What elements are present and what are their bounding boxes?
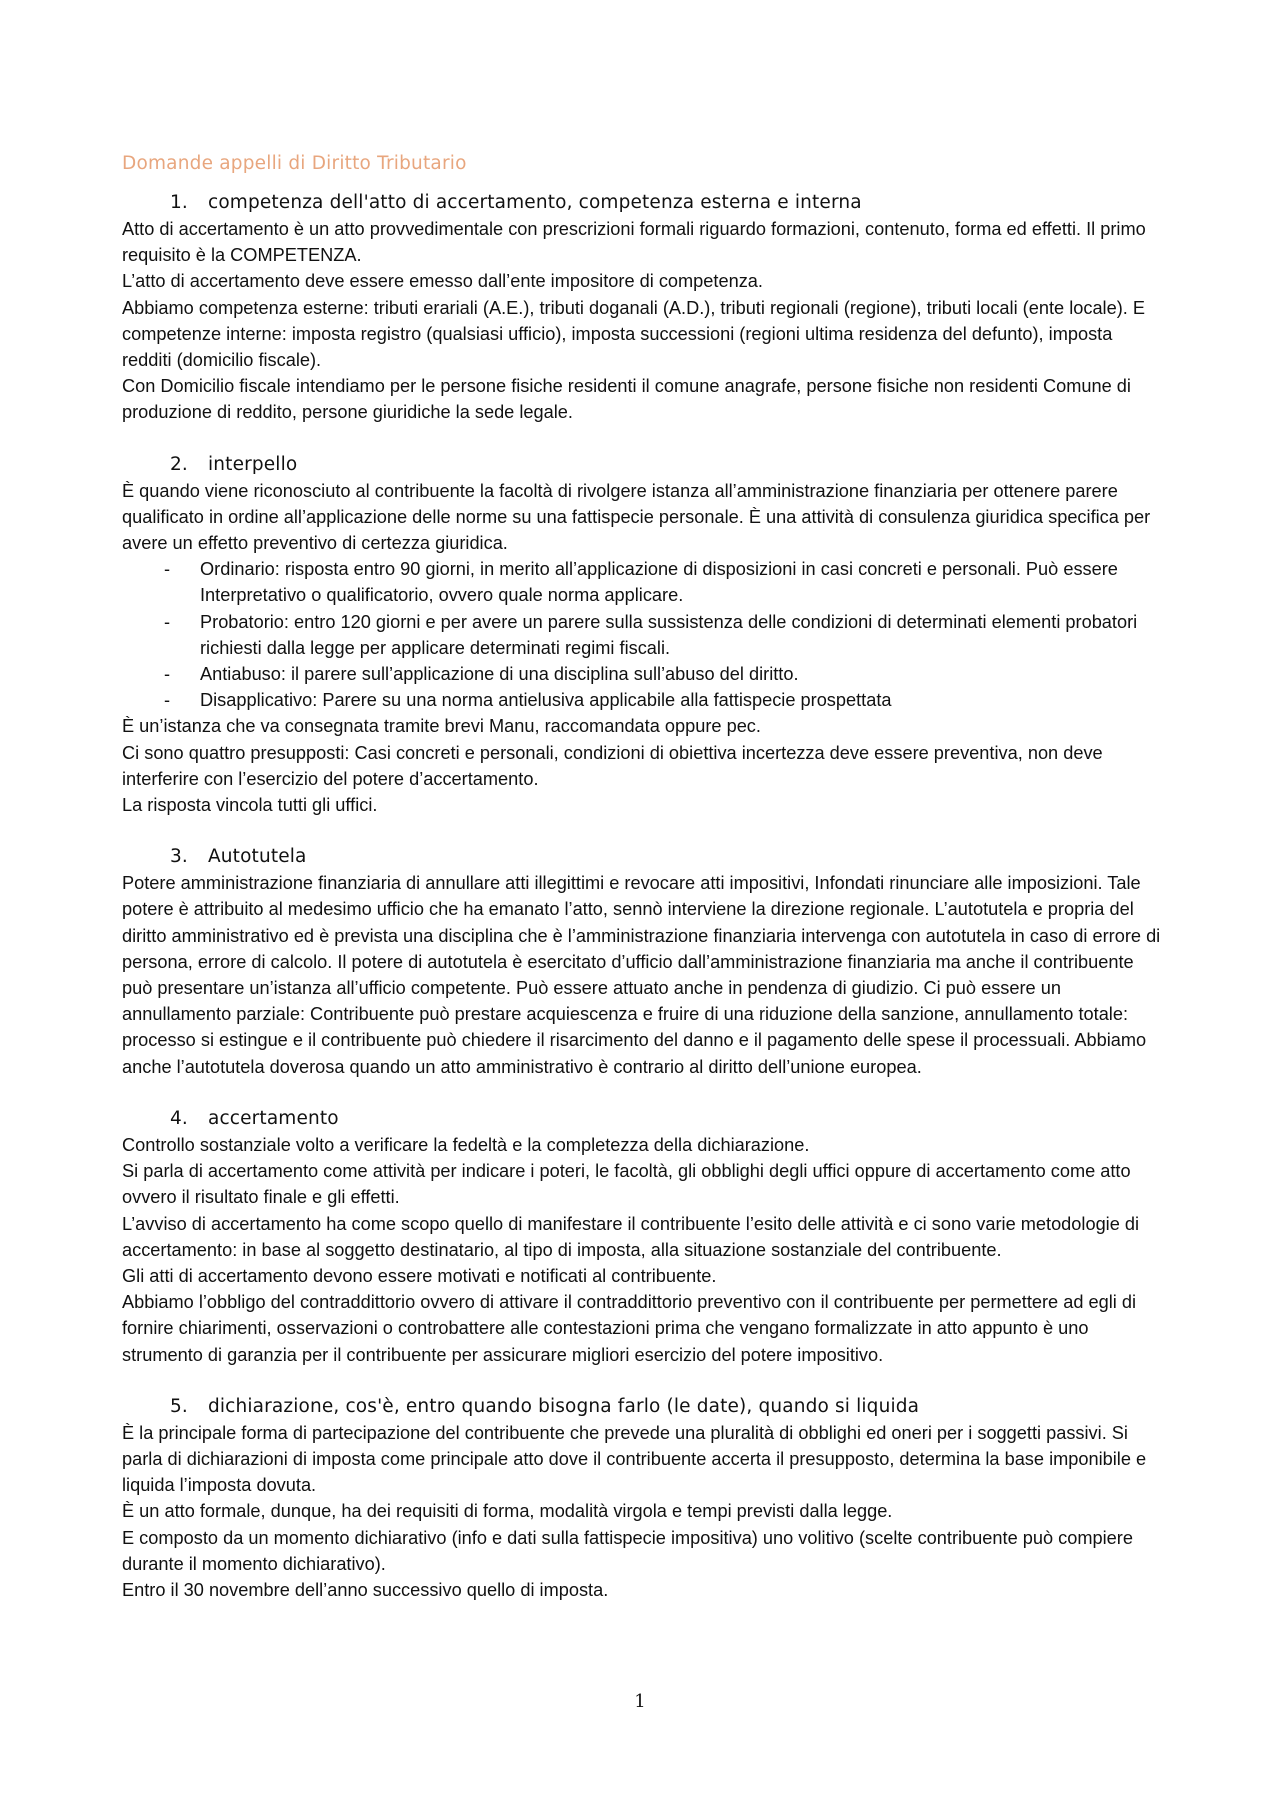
section-title: interpello (208, 453, 298, 475)
section-heading (122, 1394, 1162, 1420)
paragraph: L’avviso di accertamento ha come scopo quello di manifestare il contribuente l’esito delle attività e ci sono varie metodologie di accertamento: in base al soggetto destinatario, al tipo di imposta, alla situazione sostanziale del contribuente. (122, 1213, 1140, 1260)
paragraph: L’atto di accertamento deve essere emesso dall’ente impositore di competenza. (122, 271, 763, 292)
section-heading (122, 190, 1162, 216)
section-interpello (122, 452, 1162, 819)
list-item-text: Antiabuso: il parere sull’applicazione di una disciplina sull’abuso del diritto. (200, 664, 799, 685)
section-number: 2. (170, 453, 188, 475)
list-item (122, 661, 1162, 687)
paragraph: È quando viene riconosciuto al contribuente la facoltà di rivolgere istanza all’amministrazione finanziaria per ottenere parere qualificato in ordine all’applicazione delle norme su una fattispecie personale. È una attività di consulenza giuridica specifica per avere un effetto preventivo di certezza giuridica. (122, 480, 1151, 554)
paragraph: Gli atti di accertamento devono essere motivati e notificati al contribuente. (122, 1265, 717, 1286)
paragraph: Abbiamo l’obbligo del contraddittorio ovvero di attivare il contraddittorio preventivo con il contribuente per permettere ad egli di fornire chiarimenti, osservazioni o controbattere alle contestazioni prima che vengano formalizzate in atto appunto è uno strumento di garanzia per il contribuente per assicurare migliori esercizio del potere impositivo. (122, 1292, 1137, 1365)
document-page (122, 150, 1162, 1603)
section-competenza (122, 190, 1162, 426)
list-item (122, 609, 1162, 661)
list-item-text: Probatorio: entro 120 giorni e per avere un parere sulla sussistenza delle condizioni di determinati elementi probatori richiesti dalla legge per applicare determinati regimi fiscali. (200, 611, 1138, 658)
paragraph: Potere amministrazione finanziaria di annullare atti illegittimi e revocare atti impositivi, Infondati rinunciare alle imposizioni. Tale potere è attribuito al medesimo ufficio che ha emanato l’atto, sennò interviene la direzione regionale. L’autotutela e propria del diritto amministrativo ed è prevista una disciplina che è l’amministrazione finanziaria intervenga con autotutela in caso di errore di persona, errore di calcolo. Il potere di autotutela è esercitato d’ufficio dall’amministrazione finanziaria ma anche il contribuente può presentare un’istanza all’ufficio competente. Può essere attuato anche in pendenza di giudizio. Ci può essere un annullamento parziale: Contribuente può prestare acquiescenza e fruire di una riduzione della sanzione, annullamento totale: processo si estingue e il contribuente può chiedere il risarcimento del danno e il pagamento delle spese il processuali. Abbiamo anche l’autotutela doverosa quando un atto amministrativo è contrario al diritto dell’unione europea. (122, 873, 1161, 1077)
section-number: 3. (170, 846, 188, 868)
paragraph: Si parla di accertamento come attività per indicare i poteri, le facoltà, gli obblighi degli uffici oppure di accertamento come atto ovvero il risultato finale e gli effetti. (122, 1161, 1131, 1208)
list-item (122, 687, 1162, 713)
paragraph: Con Domicilio fiscale intendiamo per le persone fisiche residenti il comune anagrafe, persone fisiche non residenti Comune di produzione di reddito, persone giuridiche la sede legale. (122, 376, 1131, 423)
paragraph: Controllo sostanziale volto a verificare la fedeltà e la completezza della dichiarazione. (122, 1134, 810, 1155)
section-heading (122, 844, 1162, 870)
paragraph: Atto di accertamento è un atto provvedimentale con prescrizioni formali riguardo formazioni, contenuto, forma ed effetti. Il primo requisito è la COMPETENZA. (122, 219, 1146, 266)
section-autotutela (122, 844, 1162, 1080)
paragraph: Ci sono quattro presupposti: Casi concreti e personali, condizioni di obiettiva incertezza deve essere preventiva, non deve interferire con l’esercizio del potere d’accertamento. (122, 742, 1103, 789)
list-item-text: Ordinario: risposta entro 90 giorni, in merito all’applicazione di disposizioni in casi concreti e personali. Può essere Interpretativo o qualificatorio, ovvero quale norma applicare. (200, 559, 1118, 606)
section-title: competenza dell'atto di accertamento, competenza esterna e interna (208, 192, 862, 213)
dash-bullet: - (164, 559, 171, 580)
paragraph: È la principale forma di partecipazione del contribuente che prevede una pluralità di obblighi ed oneri per i soggetti passivi. Si parla di dichiarazioni di imposta come principale atto dove il contribuente accerta il presupposto, determina la base imponibile e liquida l’imposta dovuta. (122, 1422, 1147, 1496)
section-spacer (122, 1080, 1162, 1106)
dash-bullet: - (164, 664, 171, 685)
section-heading (122, 1106, 1162, 1132)
section-accertamento (122, 1106, 1162, 1368)
paragraph: È un atto formale, dunque, ha dei requisiti di forma, modalità virgola e tempi previsti dalla legge. (122, 1501, 893, 1522)
section-spacer (122, 818, 1162, 844)
paragraph: Abbiamo competenza esterne: tributi erariali (A.E.), tributi doganali (A.D.), tributi regionali (regione), tributi locali (ente locale). E competenze interne: imposta registro (qualsiasi ufficio), imposta successioni (regioni ultima residenza del defunto), imposta redditi (domicilio fiscale). (122, 297, 1146, 371)
dash-bullet: - (164, 690, 171, 711)
section-dichiarazione (122, 1394, 1162, 1603)
section-number: 4. (170, 1107, 188, 1129)
section-title: dichiarazione, cos'è, entro quando bisogna farlo (le date), quando si liquida (208, 1395, 920, 1417)
paragraph: La risposta vincola tutti gli uffici. (122, 795, 378, 816)
document-title: Domande appelli di Diritto Tributario (122, 153, 467, 174)
interpello-types-list (122, 556, 1162, 713)
dash-bullet: - (164, 611, 171, 632)
section-title: Autotutela (208, 846, 307, 868)
paragraph: Entro il 30 novembre dell’anno successivo quello di imposta. (122, 1579, 609, 1600)
section-number: 1. (170, 192, 188, 213)
section-number: 5. (170, 1395, 188, 1417)
paragraph: È un’istanza che va consegnata tramite brevi Manu, raccomandata oppure pec. (122, 716, 761, 737)
section-spacer (122, 1368, 1162, 1394)
section-spacer (122, 426, 1162, 452)
section-title: accertamento (208, 1107, 339, 1129)
list-item-text: Disapplicativo: Parere su una norma antielusiva applicabile alla fattispecie prospettata (200, 690, 892, 711)
section-heading (122, 452, 1162, 478)
list-item (122, 556, 1162, 608)
paragraph: E composto da un momento dichiarativo (info e dati sulla fattispecie impositiva) uno volitivo (scelte contribuente può compiere durante il momento dichiarativo). (122, 1527, 1133, 1574)
page-number: 1 (634, 1691, 646, 1712)
